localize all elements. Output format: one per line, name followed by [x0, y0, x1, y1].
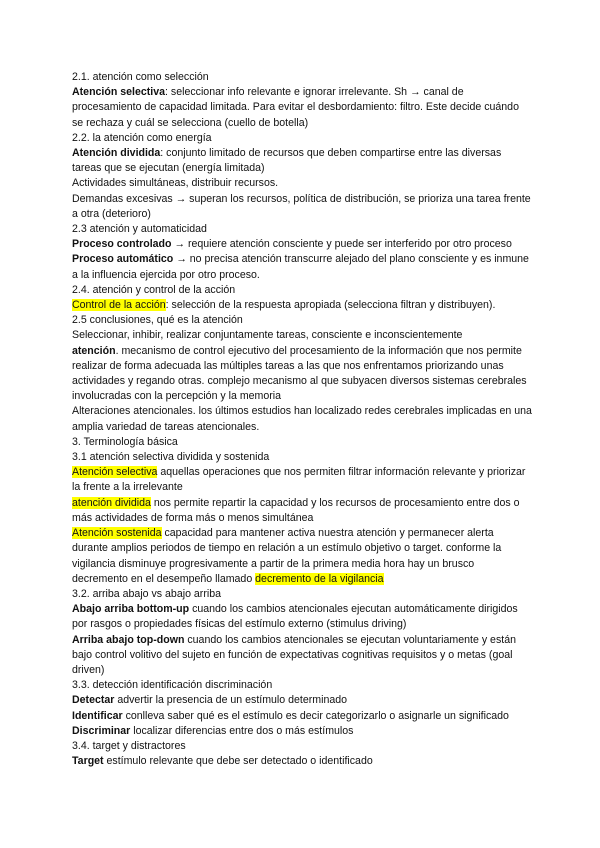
definition-text: aquellas operaciones que nos permiten filtrar información relevante y priorizar la frente a la irrelevante — [72, 466, 526, 494]
paragraph-select-inhibit: Seleccionar, inhibir, realizar conjuntamente tareas, consciente e inconscientemente — [72, 329, 463, 342]
definition-text: : seleccionar info relevante e ignorar irrelevante. Sh → canal de procesamiento de capacidad limitada. Para evitar el desbordamiento: filtro. Este decide cuándo se rechaza y cuál se selecciona (cuello de botella) — [72, 86, 519, 129]
heading-2-2: 2.2. la atención como energía — [72, 131, 212, 144]
term-highlighted: Control de la acción — [72, 299, 166, 312]
paragraph-detect — [72, 693, 532, 708]
term-bold: Proceso automático — [72, 253, 174, 266]
term-bold: Abajo arriba bottom-up — [72, 603, 190, 616]
heading-3-3: 3.3. detección identificación discriminación — [72, 679, 273, 692]
paragraph-target — [72, 754, 532, 769]
paragraph-selective-attention-2 — [72, 465, 532, 495]
term-bold: Discriminar — [72, 724, 131, 737]
heading-3-2: 3.2. arriba abajo vs abajo arriba — [72, 587, 221, 600]
definition-text: . mecanismo de control ejecutivo del procesamiento de la información que nos permite realizar de forma adecuada las múltiples tareas a las que nos enfrentamos priorizando unas actividades y regando otras. complejo mecanismo al que subyacen diversos sistemas cerebrales involucradas con la percepción y la memoria — [72, 344, 527, 403]
definition-text: → no precisa atención transcurre alejado del plano consciente y es inmune a la influencia ejercida por otro proceso. — [72, 253, 529, 281]
definition-text: cuando los cambios atencionales ejecutan automáticamente dirigidos por rasgos o propiedades físicas del estímulo externo (stimulus driving) — [72, 603, 518, 631]
paragraph-identify — [72, 709, 532, 724]
paragraph-alterations: Alteraciones atencionales. los últimos estudios han localizado redes cerebrales implicadas en una amplia variedad de tareas atencionales. — [72, 405, 532, 433]
definition-text: nos permite repartir la capacidad y los recursos de procesamiento entre dos o más actividades de forma más o menos simultánea — [72, 496, 520, 524]
paragraph-discriminate — [72, 724, 532, 739]
term-bold: Detectar — [72, 694, 115, 707]
paragraph-attention-definition — [72, 344, 532, 405]
paragraph-top-down — [72, 633, 532, 679]
paragraph-selective-attention — [72, 85, 532, 131]
paragraph-sustained-attention — [72, 526, 532, 587]
term-bold: Proceso controlado — [72, 238, 172, 251]
paragraph-controlled-process — [72, 237, 532, 252]
term-bold: Identificar — [72, 709, 123, 722]
paragraph-action-control — [72, 298, 532, 313]
definition-text: advertir la presencia de un estímulo determinado — [114, 694, 348, 707]
heading-3: 3. Terminología básica — [72, 435, 178, 448]
term-highlighted: atención dividida — [72, 496, 151, 509]
paragraph-divided-attention-2 — [72, 496, 532, 526]
definition-text: → requiere atención consciente y puede ser interferido por otro proceso — [171, 238, 512, 251]
term-bold: Arriba abajo top-down — [72, 633, 185, 646]
term-highlighted-vigilance: decremento de la vigilancia — [255, 572, 384, 585]
definition-text: conlleva saber qué es el estímulo es decir categorizarlo o asignarle un significado — [122, 709, 509, 722]
paragraph-simultaneous: Actividades simultáneas, distribuir recursos. — [72, 177, 279, 190]
heading-2-1: 2.1. atención como selección — [72, 71, 209, 83]
paragraph-demands: Demandas excesivas → superan los recursos, política de distribución, se prioriza una tarea frente a otra (deterioro) — [72, 192, 531, 220]
term-highlighted: Atención sostenida — [72, 527, 162, 540]
heading-2-3: 2.3 atención y automaticidad — [72, 223, 207, 236]
paragraph-divided-attention — [72, 146, 532, 176]
definition-text: estímulo relevante que debe ser detectado o identificado — [103, 755, 373, 768]
heading-3-4: 3.4. target y distractores — [72, 739, 186, 752]
definition-text: : selección de la respuesta apropiada (selecciona filtran y distribuyen). — [165, 299, 496, 312]
term-highlighted: Atención selectiva — [72, 466, 158, 479]
paragraph-bottom-up — [72, 602, 532, 632]
heading-3-1: 3.1 atención selectiva dividida y sostenida — [72, 451, 270, 464]
term-bold: atención — [72, 344, 116, 357]
term-bold: Target — [72, 755, 104, 768]
document-page — [72, 70, 532, 769]
definition-text: capacidad para mantener activa nuestra atención y permanecer alerta durante amplios periodos de tiempo en relación a un estímulo objetivo o target. conforme la vigilancia disminuye progresivamente a partir de la primera media hora hay un brusco decremento en el desempeño llamado — [72, 527, 502, 585]
term-bold: Atención dividida — [72, 147, 161, 160]
definition-text: cuando los cambios atencionales se ejecutan voluntariamente y están bajo control volitivo del sujeto en función de expectativas cognitivas requisitos y o metas (goal driven) — [72, 633, 516, 676]
heading-2-4: 2.4. atención y control de la acción — [72, 283, 236, 296]
definition-text: localizar diferencias entre dos o más estímulos — [130, 724, 354, 737]
definition-text: : conjunto limitado de recursos que deben compartirse entre las diversas tareas que se ejecutan (energía limitada) — [72, 147, 502, 175]
term-bold: Atención selectiva — [72, 86, 166, 99]
paragraph-automatic-process — [72, 252, 532, 282]
heading-2-5: 2.5 conclusiones, qué es la atención — [72, 314, 243, 327]
